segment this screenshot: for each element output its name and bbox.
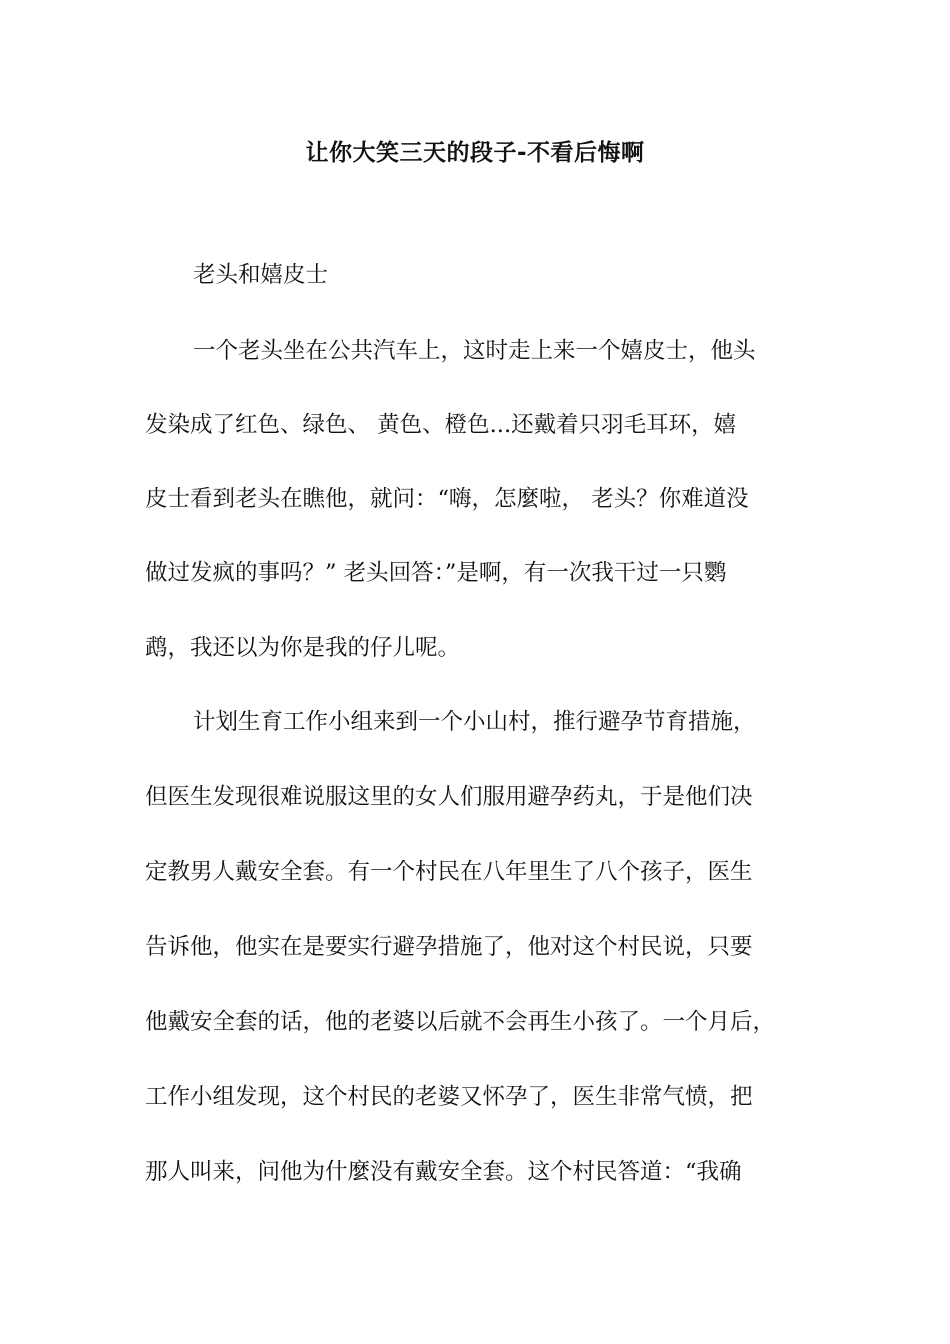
text-line: 一个老头坐在公共汽车上，这时走上来一个嬉皮士，他头 [193,338,756,364]
text-line: 告诉他，他实在是要实行避孕措施了，他对这个村民说，只要 [145,934,753,960]
text-line: 他戴安全套的话，他的老婆以后就不会再生小孩了。一个月后， [145,1009,776,1035]
text-line: 定教男人戴安全套。有一个村民在八年里生了八个孩子，医生 [145,859,753,885]
text-line: 工作小组发现，这个村民的老婆又怀孕了，医生非常气愤，把 [145,1084,753,1110]
text-line: 发染成了红色、绿色、 黄色、橙色...还戴着只羽毛耳环，嬉 [145,412,737,438]
document-title: 让你大笑三天的段子-不看后悔啊 [305,140,645,166]
text-line: 但医生发现很难说服这里的女人们服用避孕药丸，于是他们决 [145,784,753,810]
section-heading: 老头和嬉皮士 [193,262,329,288]
text-line: 鹉，我还以为你是我的仔儿呢。 [145,635,461,661]
text-line: 那人叫来，问他为什麼没有戴安全套。这个村民答道：“我确 [145,1159,742,1185]
text-line: 做过发疯的事吗？” 老头回答：”是啊，有一次我干过一只鹦 [145,560,727,586]
text-line: 皮士看到老头在瞧他，就问：“嗨，怎麼啦， 老头？你难道没 [145,486,749,512]
text-line: 计划生育工作小组来到一个小山村，推行避孕节育措施， [193,709,756,735]
